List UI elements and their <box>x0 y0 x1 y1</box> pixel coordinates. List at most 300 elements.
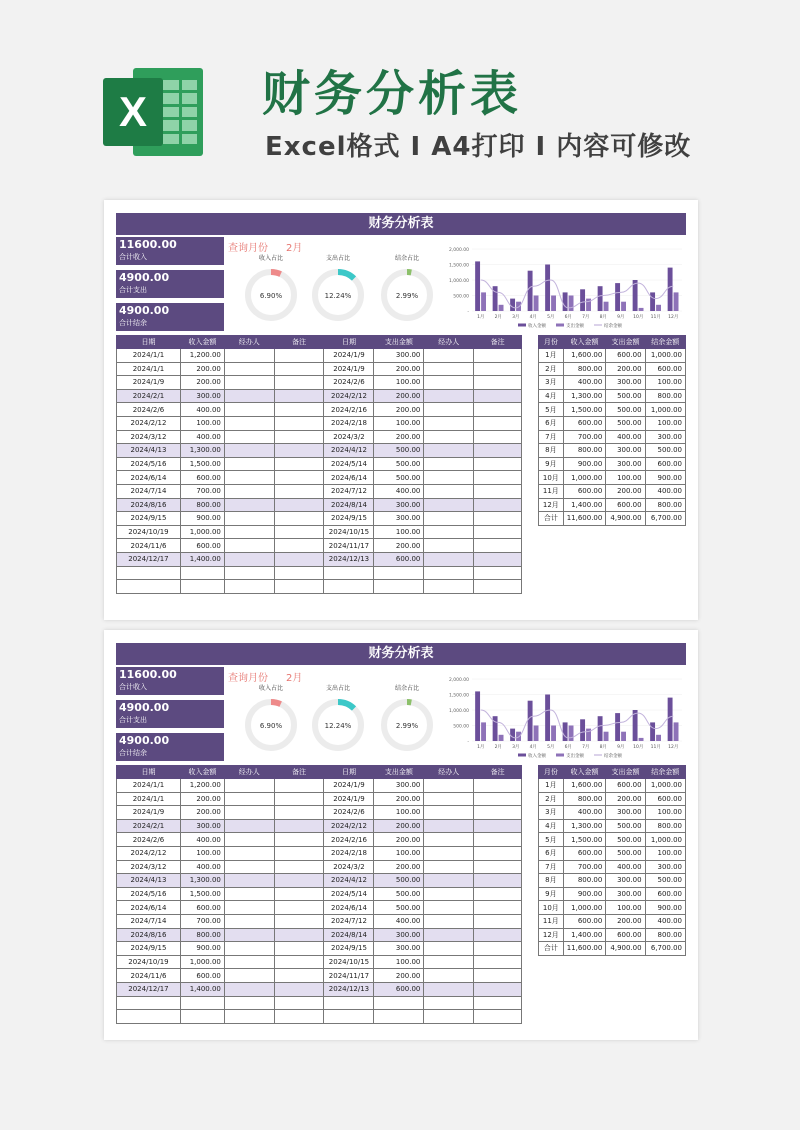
expense-col-header: 备注 <box>474 766 522 779</box>
income-handler-cell[interactable] <box>224 444 274 458</box>
expense-note-cell[interactable] <box>474 928 522 942</box>
income-handler-cell[interactable] <box>224 512 274 526</box>
income-handler-cell[interactable] <box>224 403 274 417</box>
income-date-cell[interactable] <box>117 996 181 1010</box>
expense-handler-cell[interactable] <box>424 430 474 444</box>
income-amount-cell[interactable]: 600.00 <box>180 901 224 915</box>
income-date-cell[interactable]: 2024/10/19 <box>117 525 181 539</box>
income-note-cell[interactable] <box>274 860 324 874</box>
expense-amount-cell[interactable]: 200.00 <box>374 860 424 874</box>
income-handler-cell[interactable] <box>224 833 274 847</box>
income-handler-cell[interactable] <box>224 525 274 539</box>
income-date-cell[interactable]: 2024/9/15 <box>117 942 181 956</box>
expense-handler-cell[interactable] <box>424 819 474 833</box>
income-note-cell[interactable] <box>274 362 324 376</box>
expense-amount-cell[interactable]: 200.00 <box>374 819 424 833</box>
expense-amount-cell[interactable]: 100.00 <box>374 806 424 820</box>
income-date-cell[interactable]: 2024/2/12 <box>117 846 181 860</box>
income-note-cell[interactable] <box>274 833 324 847</box>
expense-date-cell[interactable]: 2024/6/14 <box>324 471 374 485</box>
income-date-cell[interactable]: 2024/11/6 <box>117 969 181 983</box>
expense-note-cell[interactable] <box>474 846 522 860</box>
expense-date-cell[interactable]: 2024/12/13 <box>324 552 374 566</box>
income-amount-cell[interactable]: 800.00 <box>180 928 224 942</box>
summary-income-cell: 1,600.00 <box>563 779 606 793</box>
income-amount-cell[interactable]: 300.00 <box>180 389 224 403</box>
expense-handler-cell[interactable] <box>424 1010 474 1024</box>
income-note-cell[interactable] <box>274 444 324 458</box>
expense-amount-cell[interactable]: 200.00 <box>374 969 424 983</box>
expense-date-cell[interactable]: 2024/2/12 <box>324 819 374 833</box>
expense-note-cell[interactable] <box>474 349 522 363</box>
expense-date-cell[interactable]: 2024/2/12 <box>324 389 374 403</box>
expense-date-cell[interactable]: 2024/9/15 <box>324 942 374 956</box>
expense-note-cell[interactable] <box>474 860 522 874</box>
income-date-cell[interactable]: 2024/3/12 <box>117 860 181 874</box>
expense-note-cell[interactable] <box>474 362 522 376</box>
income-amount-cell[interactable]: 1,400.00 <box>180 552 224 566</box>
kpi-value: 4900.00 <box>119 304 170 317</box>
expense-handler-cell[interactable] <box>424 362 474 376</box>
expense-amount-cell[interactable]: 300.00 <box>374 349 424 363</box>
expense-amount-cell[interactable]: 500.00 <box>374 874 424 888</box>
income-handler-cell[interactable] <box>224 362 274 376</box>
expense-note-cell[interactable] <box>474 901 522 915</box>
expense-note-cell[interactable] <box>474 552 522 566</box>
income-handler-cell[interactable] <box>224 982 274 996</box>
expense-amount-cell[interactable]: 200.00 <box>374 430 424 444</box>
expense-handler-cell[interactable] <box>424 484 474 498</box>
income-amount-cell[interactable]: 700.00 <box>180 484 224 498</box>
expense-note-cell[interactable] <box>474 942 522 956</box>
income-amount-cell[interactable]: 100.00 <box>180 846 224 860</box>
expense-date-cell[interactable]: 2024/2/16 <box>324 403 374 417</box>
income-handler-cell[interactable] <box>224 389 274 403</box>
expense-note-cell[interactable] <box>474 779 522 793</box>
income-amount-cell[interactable]: 700.00 <box>180 914 224 928</box>
expense-handler-cell[interactable] <box>424 806 474 820</box>
expense-amount-cell[interactable]: 500.00 <box>374 444 424 458</box>
expense-date-cell[interactable]: 2024/1/9 <box>324 779 374 793</box>
summary-expense-cell: 100.00 <box>606 471 645 485</box>
expense-amount-cell[interactable]: 500.00 <box>374 887 424 901</box>
income-note-cell[interactable] <box>274 846 324 860</box>
income-amount-cell[interactable]: 1,300.00 <box>180 874 224 888</box>
income-handler-cell[interactable] <box>224 457 274 471</box>
income-note-cell[interactable] <box>274 471 324 485</box>
expense-note-cell[interactable] <box>474 512 522 526</box>
expense-note-cell[interactable] <box>474 955 522 969</box>
expense-note-cell[interactable] <box>474 580 522 594</box>
expense-handler-cell[interactable] <box>424 403 474 417</box>
expense-amount-cell[interactable]: 100.00 <box>374 376 424 390</box>
expense-amount-cell[interactable] <box>374 566 424 580</box>
expense-handler-cell[interactable] <box>424 566 474 580</box>
expense-handler-cell[interactable] <box>424 969 474 983</box>
expense-amount-cell[interactable]: 500.00 <box>374 471 424 485</box>
expense-amount-cell[interactable]: 100.00 <box>374 846 424 860</box>
expense-amount-cell[interactable]: 600.00 <box>374 982 424 996</box>
income-date-cell[interactable]: 2024/2/12 <box>117 416 181 430</box>
income-date-cell[interactable] <box>117 580 181 594</box>
income-note-cell[interactable] <box>274 376 324 390</box>
expense-amount-cell[interactable]: 600.00 <box>374 552 424 566</box>
income-date-cell[interactable]: 2024/2/6 <box>117 403 181 417</box>
expense-handler-cell[interactable] <box>424 901 474 915</box>
income-amount-cell[interactable]: 600.00 <box>180 539 224 553</box>
income-amount-cell[interactable]: 600.00 <box>180 471 224 485</box>
income-handler-cell[interactable] <box>224 376 274 390</box>
expense-note-cell[interactable] <box>474 376 522 390</box>
expense-handler-cell[interactable] <box>424 349 474 363</box>
expense-handler-cell[interactable] <box>424 887 474 901</box>
income-amount-cell[interactable]: 1,500.00 <box>180 457 224 471</box>
income-handler-cell[interactable] <box>224 874 274 888</box>
expense-amount-cell[interactable]: 200.00 <box>374 792 424 806</box>
income-handler-cell[interactable] <box>224 1010 274 1024</box>
income-date-cell[interactable]: 2024/1/1 <box>117 792 181 806</box>
expense-note-cell[interactable] <box>474 996 522 1010</box>
expense-amount-cell[interactable]: 300.00 <box>374 498 424 512</box>
income-note-cell[interactable] <box>274 1010 324 1024</box>
expense-date-cell[interactable]: 2024/2/18 <box>324 416 374 430</box>
expense-amount-cell[interactable]: 300.00 <box>374 512 424 526</box>
income-handler-cell[interactable] <box>224 846 274 860</box>
income-amount-cell[interactable]: 200.00 <box>180 806 224 820</box>
expense-note-cell[interactable] <box>474 498 522 512</box>
income-amount-cell[interactable]: 1,200.00 <box>180 779 224 793</box>
income-note-cell[interactable] <box>274 552 324 566</box>
expense-note-cell[interactable] <box>474 430 522 444</box>
expense-handler-cell[interactable] <box>424 416 474 430</box>
expense-handler-cell[interactable] <box>424 552 474 566</box>
income-note-cell[interactable] <box>274 942 324 956</box>
income-note-cell[interactable] <box>274 819 324 833</box>
income-amount-cell[interactable]: 900.00 <box>180 942 224 956</box>
expense-amount-cell[interactable]: 300.00 <box>374 779 424 793</box>
income-note-cell[interactable] <box>274 525 324 539</box>
expense-amount-cell[interactable]: 400.00 <box>374 484 424 498</box>
income-date-cell[interactable] <box>117 1010 181 1024</box>
expense-date-cell[interactable]: 2024/11/17 <box>324 969 374 983</box>
expense-note-cell[interactable] <box>474 444 522 458</box>
income-date-cell[interactable]: 2024/3/12 <box>117 430 181 444</box>
query-month-value[interactable]: 2月 <box>286 243 303 254</box>
income-note-cell[interactable] <box>274 874 324 888</box>
expense-amount-cell[interactable]: 100.00 <box>374 955 424 969</box>
income-amount-cell[interactable]: 1,200.00 <box>180 349 224 363</box>
income-date-cell[interactable]: 2024/4/13 <box>117 444 181 458</box>
income-amount-cell[interactable]: 1,400.00 <box>180 982 224 996</box>
expense-handler-cell[interactable] <box>424 389 474 403</box>
income-amount-cell[interactable]: 900.00 <box>180 512 224 526</box>
income-note-cell[interactable] <box>274 982 324 996</box>
expense-note-cell[interactable] <box>474 969 522 983</box>
income-note-cell[interactable] <box>274 996 324 1010</box>
expense-handler-cell[interactable] <box>424 457 474 471</box>
expense-handler-cell[interactable] <box>424 471 474 485</box>
income-amount-cell[interactable] <box>180 580 224 594</box>
expense-amount-cell[interactable]: 200.00 <box>374 833 424 847</box>
income-amount-cell[interactable] <box>180 996 224 1010</box>
expense-date-cell[interactable] <box>324 996 374 1010</box>
income-date-cell[interactable]: 2024/12/17 <box>117 552 181 566</box>
expense-amount-cell[interactable] <box>374 996 424 1010</box>
y-tick-label: 1,000.00 <box>448 279 469 284</box>
income-handler-cell[interactable] <box>224 349 274 363</box>
expense-note-cell[interactable] <box>474 806 522 820</box>
income-handler-cell[interactable] <box>224 779 274 793</box>
income-handler-cell[interactable] <box>224 792 274 806</box>
income-date-cell[interactable]: 2024/1/1 <box>117 362 181 376</box>
income-note-cell[interactable] <box>274 539 324 553</box>
expense-note-cell[interactable] <box>474 389 522 403</box>
income-note-cell[interactable] <box>274 792 324 806</box>
income-handler-cell[interactable] <box>224 860 274 874</box>
income-amount-cell[interactable]: 1,000.00 <box>180 525 224 539</box>
income-note-cell[interactable] <box>274 887 324 901</box>
income-date-cell[interactable]: 2024/7/14 <box>117 914 181 928</box>
expense-handler-cell[interactable] <box>424 996 474 1010</box>
income-amount-cell[interactable]: 400.00 <box>180 403 224 417</box>
expense-note-cell[interactable] <box>474 457 522 471</box>
expense-amount-cell[interactable]: 200.00 <box>374 403 424 417</box>
income-amount-cell[interactable]: 400.00 <box>180 833 224 847</box>
income-handler-cell[interactable] <box>224 928 274 942</box>
income-date-cell[interactable]: 2024/8/16 <box>117 928 181 942</box>
expense-note-cell[interactable] <box>474 887 522 901</box>
income-date-cell[interactable]: 2024/1/1 <box>117 779 181 793</box>
expense-date-cell[interactable]: 2024/5/14 <box>324 457 374 471</box>
income-handler-cell[interactable] <box>224 806 274 820</box>
expense-handler-cell[interactable] <box>424 833 474 847</box>
expense-note-cell[interactable] <box>474 819 522 833</box>
expense-handler-cell[interactable] <box>424 539 474 553</box>
expense-date-cell[interactable]: 2024/8/14 <box>324 928 374 942</box>
income-handler-cell[interactable] <box>224 484 274 498</box>
expense-note-cell[interactable] <box>474 566 522 580</box>
income-note-cell[interactable] <box>274 498 324 512</box>
expense-amount-cell[interactable]: 500.00 <box>374 901 424 915</box>
expense-date-cell[interactable]: 2024/2/6 <box>324 376 374 390</box>
income-note-cell[interactable] <box>274 349 324 363</box>
expense-date-cell[interactable]: 2024/9/15 <box>324 512 374 526</box>
income-amount-cell[interactable]: 1,000.00 <box>180 955 224 969</box>
expense-date-cell[interactable]: 2024/6/14 <box>324 901 374 915</box>
income-handler-cell[interactable] <box>224 901 274 915</box>
expense-amount-cell[interactable]: 300.00 <box>374 928 424 942</box>
expense-note-cell[interactable] <box>474 403 522 417</box>
income-amount-cell[interactable] <box>180 566 224 580</box>
expense-handler-cell[interactable] <box>424 792 474 806</box>
income-note-cell[interactable] <box>274 457 324 471</box>
income-amount-cell[interactable]: 200.00 <box>180 362 224 376</box>
expense-date-cell[interactable] <box>324 1010 374 1024</box>
income-date-cell[interactable]: 2024/11/6 <box>117 539 181 553</box>
income-amount-cell[interactable]: 400.00 <box>180 860 224 874</box>
income-handler-cell[interactable] <box>224 955 274 969</box>
expense-handler-cell[interactable] <box>424 846 474 860</box>
income-handler-cell[interactable] <box>224 942 274 956</box>
income-date-cell[interactable]: 2024/12/17 <box>117 982 181 996</box>
query-month[interactable] <box>228 239 302 254</box>
income-date-cell[interactable]: 2024/1/1 <box>117 349 181 363</box>
expense-note-cell[interactable] <box>474 1010 522 1024</box>
expense-handler-cell[interactable] <box>424 512 474 526</box>
expense-handler-cell[interactable] <box>424 928 474 942</box>
income-note-cell[interactable] <box>274 389 324 403</box>
income-amount-cell[interactable]: 800.00 <box>180 498 224 512</box>
expense-date-cell[interactable]: 2024/4/12 <box>324 874 374 888</box>
expense-note-cell[interactable] <box>474 539 522 553</box>
expense-handler-cell[interactable] <box>424 874 474 888</box>
expense-date-cell[interactable] <box>324 580 374 594</box>
expense-date-cell[interactable] <box>324 566 374 580</box>
expense-note-cell[interactable] <box>474 792 522 806</box>
expense-date-cell[interactable]: 2024/2/6 <box>324 806 374 820</box>
income-amount-cell[interactable]: 200.00 <box>180 376 224 390</box>
income-note-cell[interactable] <box>274 403 324 417</box>
expense-amount-cell[interactable] <box>374 1010 424 1024</box>
income-handler-cell[interactable] <box>224 539 274 553</box>
expense-amount-cell[interactable]: 500.00 <box>374 457 424 471</box>
expense-note-cell[interactable] <box>474 525 522 539</box>
expense-handler-cell[interactable] <box>424 525 474 539</box>
expense-date-cell[interactable]: 2024/12/13 <box>324 982 374 996</box>
income-handler-cell[interactable] <box>224 416 274 430</box>
expense-handler-cell[interactable] <box>424 376 474 390</box>
income-date-cell[interactable]: 2024/5/16 <box>117 887 181 901</box>
expense-date-cell[interactable]: 2024/8/14 <box>324 498 374 512</box>
income-date-cell[interactable]: 2024/8/16 <box>117 498 181 512</box>
expense-amount-cell[interactable]: 100.00 <box>374 416 424 430</box>
income-handler-cell[interactable] <box>224 969 274 983</box>
income-date-cell[interactable]: 2024/9/15 <box>117 512 181 526</box>
expense-note-cell[interactable] <box>474 874 522 888</box>
expense-handler-cell[interactable] <box>424 982 474 996</box>
income-handler-cell[interactable] <box>224 498 274 512</box>
income-handler-cell[interactable] <box>224 471 274 485</box>
income-date-cell[interactable]: 2024/1/9 <box>117 806 181 820</box>
expense-handler-cell[interactable] <box>424 444 474 458</box>
expense-amount-cell[interactable]: 100.00 <box>374 525 424 539</box>
expense-date-cell[interactable]: 2024/7/12 <box>324 484 374 498</box>
income-note-cell[interactable] <box>274 580 324 594</box>
income-date-cell[interactable]: 2024/6/14 <box>117 471 181 485</box>
expense-amount-cell[interactable] <box>374 580 424 594</box>
expense-note-cell[interactable] <box>474 982 522 996</box>
expense-handler-cell[interactable] <box>424 955 474 969</box>
expense-note-cell[interactable] <box>474 471 522 485</box>
expense-date-cell[interactable]: 2024/1/9 <box>324 349 374 363</box>
income-handler-cell[interactable] <box>224 552 274 566</box>
expense-date-cell[interactable]: 2024/1/9 <box>324 362 374 376</box>
income-date-cell[interactable]: 2024/2/6 <box>117 833 181 847</box>
income-amount-cell[interactable]: 1,500.00 <box>180 887 224 901</box>
expense-note-cell[interactable] <box>474 484 522 498</box>
income-amount-cell[interactable]: 400.00 <box>180 430 224 444</box>
income-date-cell[interactable]: 2024/7/14 <box>117 484 181 498</box>
income-date-cell[interactable] <box>117 566 181 580</box>
income-handler-cell[interactable] <box>224 430 274 444</box>
expense-date-cell[interactable]: 2024/4/12 <box>324 444 374 458</box>
expense-handler-cell[interactable] <box>424 942 474 956</box>
expense-date-cell[interactable]: 2024/2/16 <box>324 833 374 847</box>
expense-note-cell[interactable] <box>474 833 522 847</box>
line-balance <box>481 710 674 738</box>
expense-amount-cell[interactable]: 200.00 <box>374 539 424 553</box>
expense-date-cell[interactable]: 2024/10/15 <box>324 525 374 539</box>
expense-date-cell[interactable]: 2024/1/9 <box>324 792 374 806</box>
income-note-cell[interactable] <box>274 955 324 969</box>
expense-amount-cell[interactable]: 300.00 <box>374 942 424 956</box>
legend-label: 支出金额 <box>566 324 584 329</box>
expense-date-cell[interactable]: 2024/3/2 <box>324 430 374 444</box>
income-amount-cell[interactable]: 600.00 <box>180 969 224 983</box>
income-note-cell[interactable] <box>274 779 324 793</box>
income-note-cell[interactable] <box>274 901 324 915</box>
income-handler-cell[interactable] <box>224 580 274 594</box>
expense-handler-cell[interactable] <box>424 580 474 594</box>
income-date-cell[interactable]: 2024/2/1 <box>117 389 181 403</box>
query-month[interactable] <box>228 669 302 684</box>
income-note-cell[interactable] <box>274 969 324 983</box>
income-handler-cell[interactable] <box>224 914 274 928</box>
expense-date-cell[interactable]: 2024/10/15 <box>324 955 374 969</box>
income-note-cell[interactable] <box>274 928 324 942</box>
expense-date-cell[interactable]: 2024/3/2 <box>324 860 374 874</box>
expense-date-cell[interactable]: 2024/5/14 <box>324 887 374 901</box>
expense-date-cell[interactable]: 2024/11/17 <box>324 539 374 553</box>
income-note-cell[interactable] <box>274 484 324 498</box>
income-date-cell[interactable]: 2024/6/14 <box>117 901 181 915</box>
expense-amount-cell[interactable]: 200.00 <box>374 389 424 403</box>
income-handler-cell[interactable] <box>224 819 274 833</box>
income-note-cell[interactable] <box>274 806 324 820</box>
income-note-cell[interactable] <box>274 416 324 430</box>
income-date-cell[interactable]: 2024/1/9 <box>117 376 181 390</box>
summary-balance-cell: 600.00 <box>645 362 685 376</box>
expense-handler-cell[interactable] <box>424 860 474 874</box>
income-amount-cell[interactable]: 300.00 <box>180 819 224 833</box>
income-handler-cell[interactable] <box>224 887 274 901</box>
income-date-cell[interactable]: 2024/2/1 <box>117 819 181 833</box>
income-handler-cell[interactable] <box>224 566 274 580</box>
query-month-value[interactable]: 2月 <box>286 673 303 684</box>
income-amount-cell[interactable]: 100.00 <box>180 416 224 430</box>
income-handler-cell[interactable] <box>224 996 274 1010</box>
income-date-cell[interactable]: 2024/10/19 <box>117 955 181 969</box>
expense-date-cell[interactable]: 2024/7/12 <box>324 914 374 928</box>
income-date-cell[interactable]: 2024/4/13 <box>117 874 181 888</box>
income-amount-cell[interactable] <box>180 1010 224 1024</box>
income-note-cell[interactable] <box>274 430 324 444</box>
expense-handler-cell[interactable] <box>424 498 474 512</box>
income-note-cell[interactable] <box>274 566 324 580</box>
income-amount-cell[interactable]: 200.00 <box>180 792 224 806</box>
income-note-cell[interactable] <box>274 914 324 928</box>
expense-handler-cell[interactable] <box>424 914 474 928</box>
expense-note-cell[interactable] <box>474 416 522 430</box>
expense-handler-cell[interactable] <box>424 779 474 793</box>
expense-note-cell[interactable] <box>474 914 522 928</box>
income-note-cell[interactable] <box>274 512 324 526</box>
expense-amount-cell[interactable]: 400.00 <box>374 914 424 928</box>
income-amount-cell[interactable]: 1,300.00 <box>180 444 224 458</box>
expense-amount-cell[interactable]: 200.00 <box>374 362 424 376</box>
expense-date-cell[interactable]: 2024/2/18 <box>324 846 374 860</box>
income-date-cell[interactable]: 2024/5/16 <box>117 457 181 471</box>
